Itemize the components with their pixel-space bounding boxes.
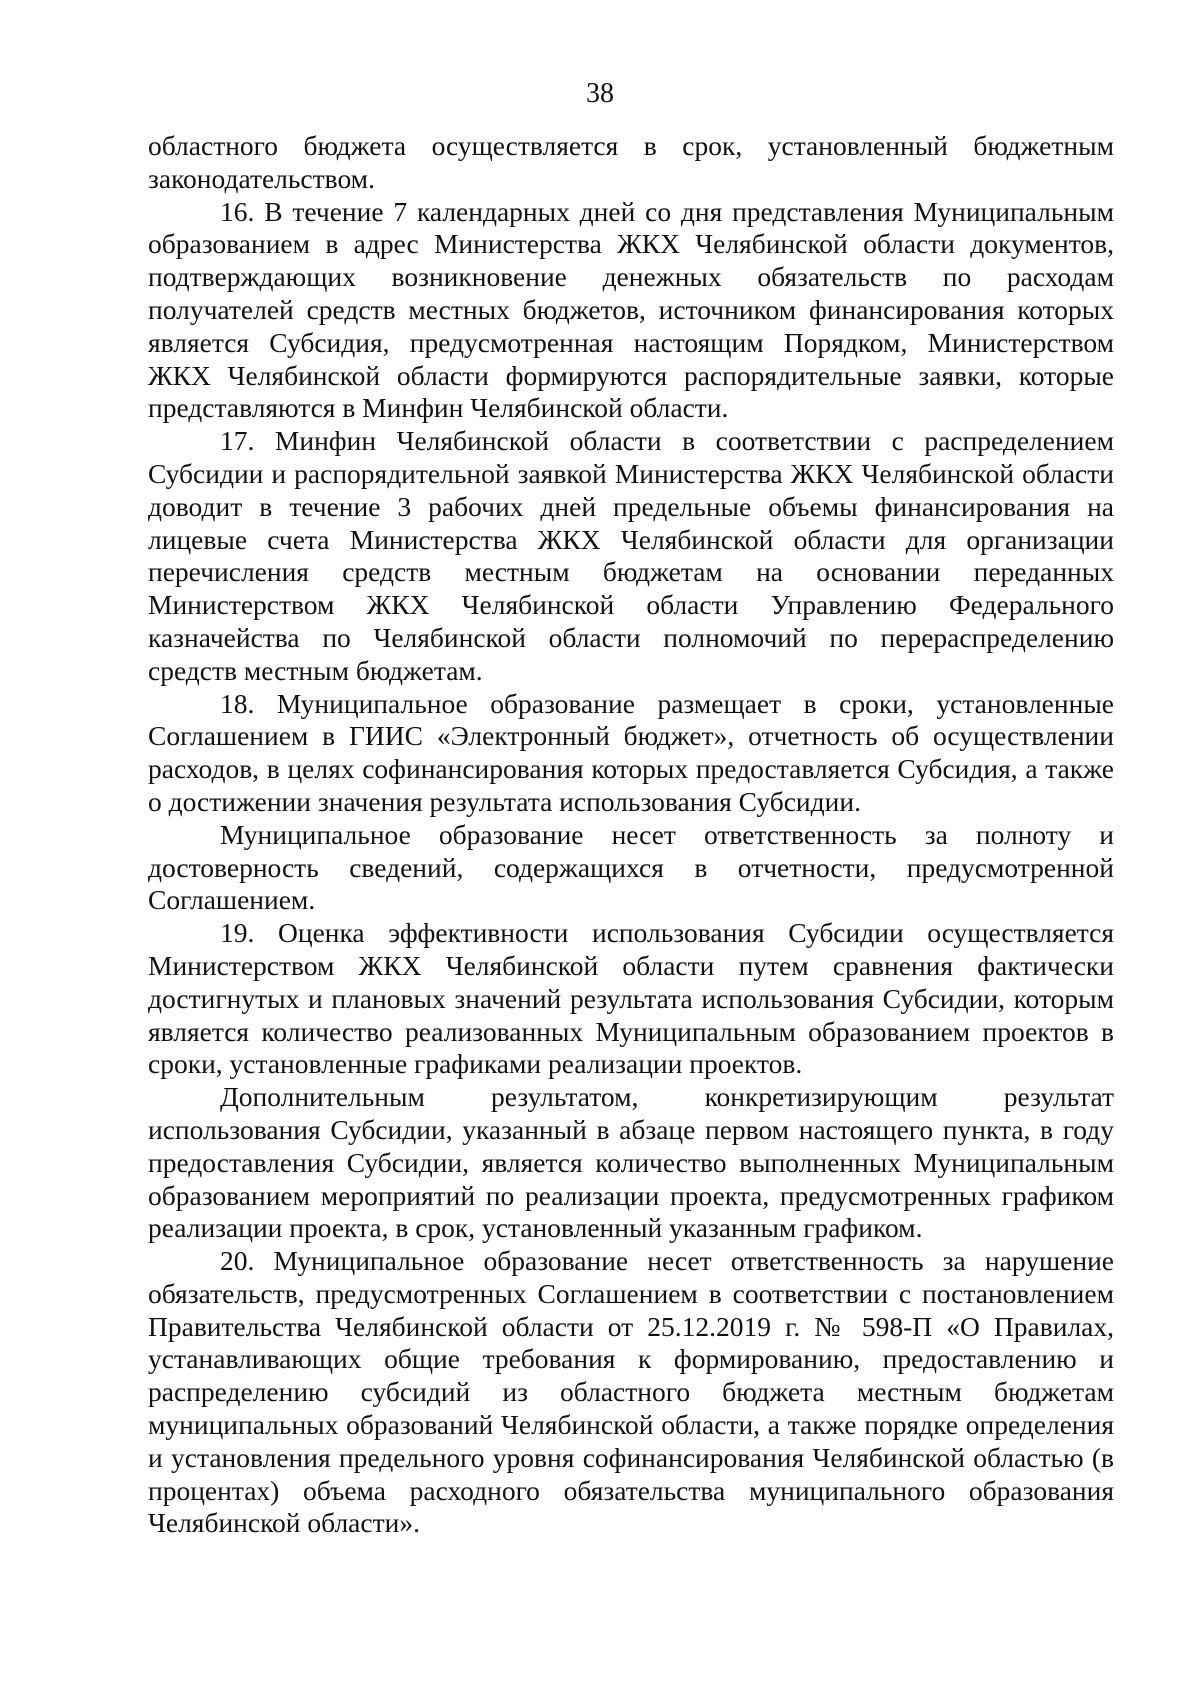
paragraph-19-additional-result: Дополнительным результатом, конкретизирующим результат использования Субсидии, указанный в абзаце первом настоящего пункта, в году предоставления Субсидии, является количество выполненных Муниципальным образованием мероприятий по реализации проекта, предусмотренных графиком реализации проекта, в срок, установленный указанным графиком. xyxy=(148,1081,1114,1244)
paragraph-19: 19. Оценка эффективности использования Субсидии осуществляется Министерством ЖКХ Челябинской области путем сравнения фактически достигнутых и плановых значений результата использования Субсидии, которым является количество реализованных Муниципальным образованием проектов в сроки, установленные графиками реализации проектов. xyxy=(148,917,1114,1080)
paragraph-18: 18. Муниципальное образование размещает в сроки, установленные Соглашением в ГИИС «Электронный бюджет», отчетность об осуществлении расходов, в целях софинансирования которых предоставляется Субсидия, а также о достижении значения результата использования Субсидии. xyxy=(148,687,1114,817)
paragraph-20: 20. Муниципальное образование несет ответственность за нарушение обязательств, предусмотренных Соглашением в соответствии с постановлением Правительства Челябинской области от 25.12.2019 г. № 598-П «О Правилах, устанавливающих общие требования к формированию, предоставлению и распределению субсидий из областного бюджета местным бюджетам муниципальных образований Челябинской области, а также порядке определения и установления предельного уровня софинансирования Челябинской областью (в процентах) объема расходного обязательства муниципального образования Челябинской области». xyxy=(148,1245,1114,1539)
paragraph-17: 17. Минфин Челябинской области в соответствии с распределением Субсидии и распорядительной заявкой Министерства ЖКХ Челябинской области доводит в течение 3 рабочих дней предельные объемы финансирования на лицевые счета Министерства ЖКХ Челябинской области для организации перечисления средств местным бюджетам на основании переданных Министерством ЖКХ Челябинской области Управлению Федерального казначейства по Челябинской области полномочий по перераспределению средств местным бюджетам. xyxy=(148,425,1114,686)
paragraph-16: 16. В течение 7 календарных дней со дня представления Муниципальным образованием в адрес Министерства ЖКХ Челябинской области документов, подтверждающих возникновение денежных обязательств по расходам получателей средств местных бюджетов, источником финансирования которых является Субсидия, предусмотренная настоящим Порядком, Министерством ЖКХ Челябинской области формируются распорядительные заявки, которые представляются в Минфин Челябинской области. xyxy=(148,195,1114,424)
document-body xyxy=(148,130,1114,1540)
paragraph-continuation: областного бюджета осуществляется в срок, установленный бюджетным законодательством. xyxy=(148,130,1114,194)
page-number: 38 xyxy=(586,78,614,109)
paragraph-18-responsibility: Муниципальное образование несет ответственность за полноту и достоверность сведений, содержащихся в отчетности, предусмотренной Соглашением. xyxy=(148,818,1114,916)
